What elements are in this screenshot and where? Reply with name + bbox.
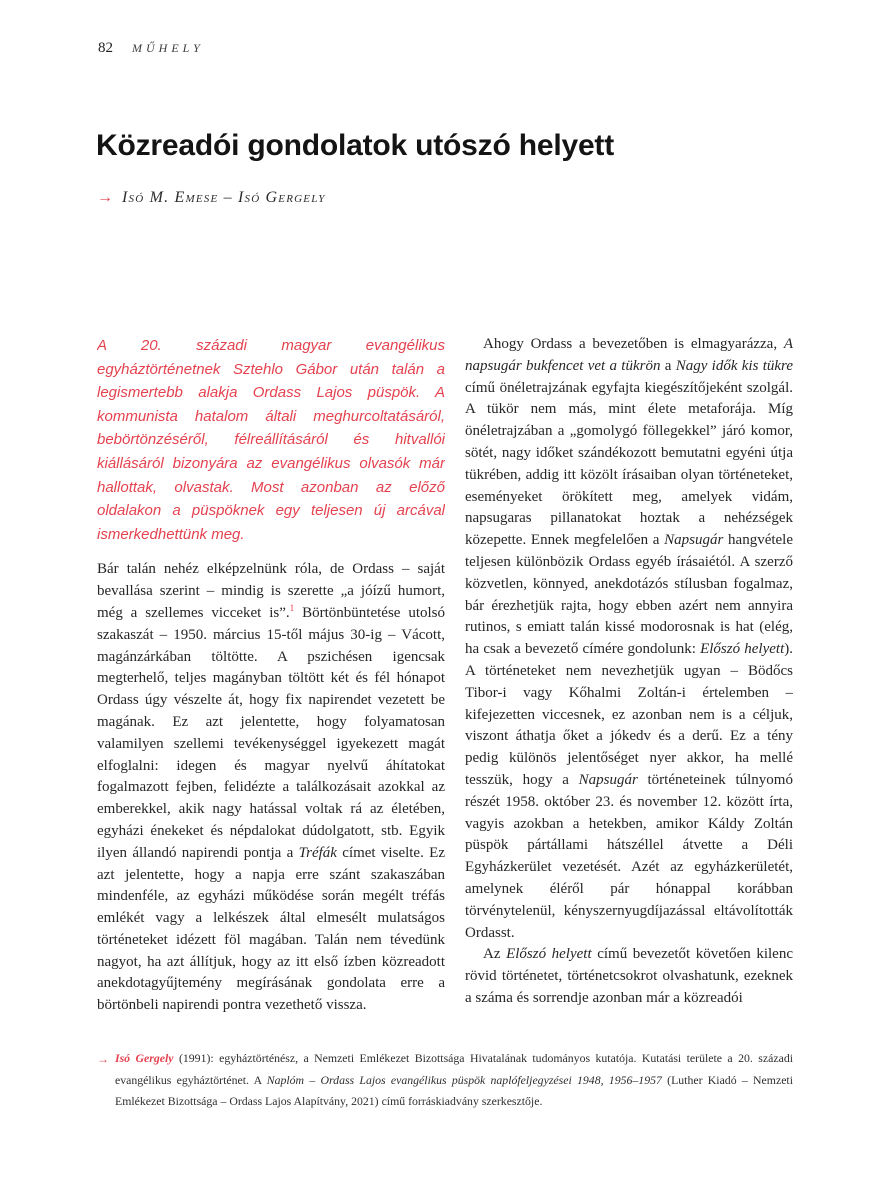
body-paragraph: Az Előszó helyett című bevezetőt követően kilenc rövid történetet, történetcsokrot olvashatunk, ezeknek a száma és sorrendje azonban már a közreadói xyxy=(465,946,793,1006)
arrow-icon: → xyxy=(97,1052,109,1066)
page-header xyxy=(98,40,204,57)
article-title: Közreadói gondolatok utószó helyett xyxy=(96,129,615,162)
page-number: 82 xyxy=(98,40,113,56)
body-paragraph: Ahogy Ordass a bevezetőben is elmagyarázza, A napsugár bukfencet vet a tükrön a Nagy idők kis tükre című önéletrajzának egyfajta kiegészítőjeként szolgál. A tükör nem más, mint élete metaforája. Míg önéletrajzában a „gomolygó föllegekkel” járó komor, sötét, nagy időket szándékozott bemutatni egyéni útja tükrében, addig itt közölt írásaiban olyan történeteket, eseményeket örökített meg, amelyek vidám, napsugaras pillanatokat hoztak a nehézségek közepette. Ennek megfelelően a Napsugár hangvétele teljesen különbözik Ordass egyéb írásaiétól. A szerző közvetlen, könnyed, anekdotázós stílusban fogalmaz, bár érezhetjük rajta, hogy ebben azért nem annyira rutinos, s emiatt talán kissé modorosnak is hat (elég, ha csak a bevezető címére gondolunk: Előszó helyett). A történeteket nem nevezhetjük ugyan – Bödőcs Tibor-i vagy Kőhalmi Zoltán-i értelemben – kifejezetten viccesnek, ez azonban nem is a céljuk, viszont áthatja őket a jókedv és a derű. Ez a tény pedig különös jelentőséget nyer akkor, ha mellé tesszük, hogy a Napsugár történeteinek túlnyomó részét 1958. október 23. és november 12. között írta, vagyis azokban a hetekben, amikor Káldy Zoltán püspök pártállami hátszéllel átvette a Déli Egyházkerület vezetését. Azét az egyházkerületét, amelynek éléről pár hónappal korábban törvénytelenül, kényszernyugdíjazással eltávolították Ordasst. xyxy=(465,336,793,941)
body-paragraph: Bár talán nehéz elképzelnünk róla, de Ordass – saját bevallása szerint – mindig is szerette „a jóízű humort, még a szellemes vicceket is”.$^1$ Börtönbüntetése utolsó szakaszát – 1950. március 15-től május 30-ig – Vácott, magánzárkában töltötte. A pszichésen igencsak megterhelő, teljes magányban töltött két és fél hónapot Ordass úgy vészelte át, hogy fix napirendet vezetett be magának. Ez azt jelentette, hogy folyamatosan valamilyen szellemi tevékenységgel igyekezett magát elfoglalni: idegen és magyar nyelvű áhítatokat fogalmazott fejben, felidézte a találkozásait azokkal az emberekkel, akik nagy hatással voltak rá az életében, egyházi énekeket és népdalokat dúdolgatott, stb. Egyik ilyen állandó napirendi pontja a Tréfák címet viselte. Ez azt jelentette, hogy a napja erre szánt szakaszában mindenféle, az egyházi működése során megélt tréfás emlékét vagy a lelkészek által elmesélt mulatságos történeteket idézett föl magában. Talán nem tévedünk nagyot, ha azt állítjuk, hogy az itt első ízben közreadott anekdotagyűjtemény megírásának gondolata erre a börtönbeli napirendi pontra vezethető vissza. xyxy=(97,561,445,1014)
arrow-icon: → xyxy=(97,189,113,206)
left-column xyxy=(97,334,445,1046)
byline-authors: Isó M. Emese – Isó Gergely xyxy=(122,189,326,206)
right-column xyxy=(465,334,793,1046)
footnote xyxy=(97,1048,793,1113)
lead-paragraph: A 20. századi magyar evangélikus egyháztörténetnek Sztehlo Gábor után talán a legismertebb alakja Ordass Lajos püspök. A kommunista hatalom általi meghurcoltatásáról, bebörtönzéséről, félreállításáról és hitvallói kiállásáról bizonyára az evangélikus olvasók már hallottak, olvastak. Most azonban az előző oldalakon a püspöknek egy teljesen új arcával ismerkedhettünk meg. xyxy=(97,337,445,543)
section-label: MŰHELY xyxy=(132,41,204,55)
footnote-text: Isó Gergely (1991): egyháztörténész, a Nemzeti Emlékezet Bizottsága Hivatalának tudományos kutatója. Kutatási területe a 20. századi evangélikus egyháztörténet. A Naplóm – Ordass Lajos evangélikus püspök naplófeljegyzései 1948, 1956–1957 (Luther Kiadó – Nemzeti Emlékezet Bizottsága – Ordass Lajos Alapítvány, 2021) című forráskiadvány szerkesztője. xyxy=(115,1051,793,1109)
byline xyxy=(97,189,326,207)
